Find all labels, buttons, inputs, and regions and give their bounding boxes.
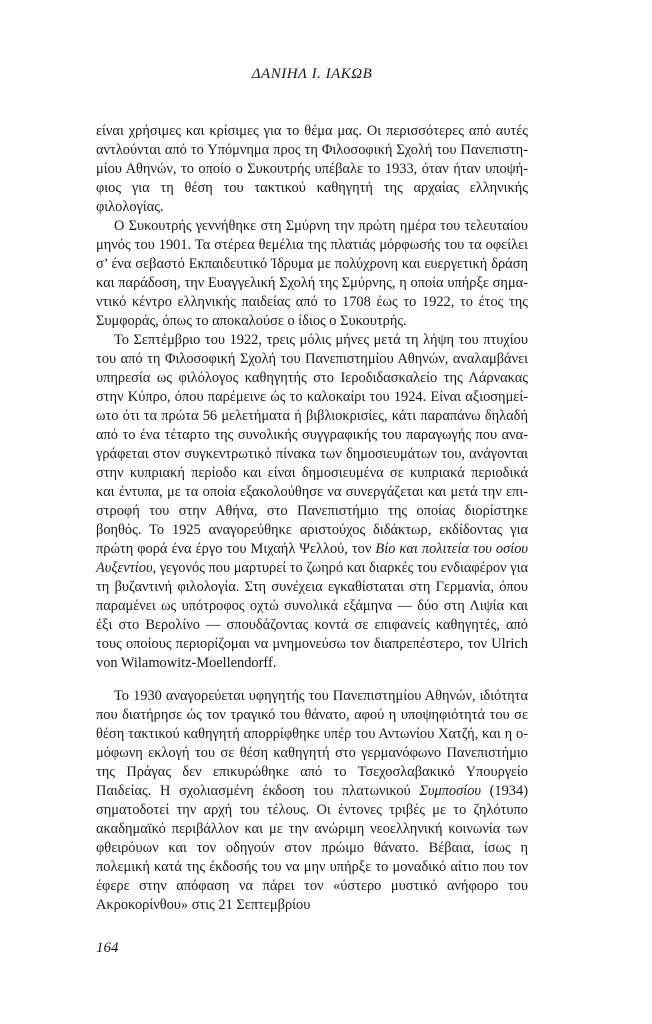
italic-book-title: Συμποσίου bbox=[419, 783, 481, 799]
paragraph-1 bbox=[96, 122, 528, 217]
italic-book-title: Βίο και πολιτεία του οσίου Αυξεντίου, bbox=[96, 541, 528, 576]
paragraph-3 bbox=[96, 331, 528, 673]
paragraph-text: γεγονός που μαρτυρεί το ζωηρό και διαρκές του ενδιαφέρον για τη βυζαντινή φιλολογία. Στη συνέχεια εγκαθίσταται στη Γερμανία, όπου παραμένει ως υπότροφος οχτώ συνολικά εξάμηνα — δύο στη Λιψία και έξι στο Βερολίνο — σπουδάζοντας κοντά σε επιφανείς καθηγητές, από τους οποίους περιορίζομαι να μνημονεύσω τον διαπρεπέστερο, τον Ulrich von Wilamowitz-Moellendorff. bbox=[96, 560, 528, 671]
paragraph-text: (1934) σηματοδοτεί την αρχή του τέλους. Οι έντονες τριβές με το ζηλότυπο ακαδημαϊκό περιβάλλον και με την ανώριμη νεοελληνική κοινωνία των φθειρόυων και τον οδηγούν στον πρώιμο θάνατο. Βέβαια, ίσως η πολεμική κατά της έκδοσής του να μην υπήρξε το μοναδικό αίτιο που τον έφερε στην απόφαση να πάρει τον «ύστερο μυστικό ανήφορο του Ακροκορίνθου» στις 21 Σεπτεμβρίου bbox=[96, 783, 528, 913]
paragraph-2 bbox=[96, 217, 528, 331]
paragraph-text: Το 1930 αναγορεύεται υφηγητής του Πανεπιστημίου Αθηνών, ιδιότητα που διατήρησε ώς τον τραγικό του θάνατο, αφού η υποψηφιότητά του σε θέση τακτικού καθηγητή απορρίφθηκε υπέρ του Αντωνίου Χατζή, και η ομόφωνη εκλογή του σε θέση καθηγητή στο γερμανόφωνο Πανεπιστήμιο της Πράγας δεν επικυρώθηκε από το Τσεχοσλαβακικό Υπουργείο Παιδείας. Η σχολιασμένη έκδοση του πλατωνικού bbox=[96, 688, 528, 799]
paragraph-text: Ο Συκουτρής γεννήθηκε στη Σμύρνη την πρώτη ημέρα του τελευταίου μηνός του 1901. Τα στέρεα θεμέλια της πλατιάς μόρφωσής του τα οφείλει σ’ ένα σεβαστό Εκπαιδευτικό Ίδρυμα με πολύχρονη και ευεργετική δράση και παράδοση, την Ευαγγελική Σχολή της Σμύρνης, η οποία υπήρξε σημαντικό κέντρο ελληνικής παιδείας από το 1708 έως το 1922, το έτος της Συμφοράς, όπως το αποκαλούσε ο ίδιος ο Συκουτρής. bbox=[96, 218, 528, 329]
running-header: ΔΑΝΙΗΛ Ι. ΙΑΚΩΒ bbox=[251, 66, 373, 82]
paragraph-text: είναι χρήσιμες και κρίσιμες για το θέμα μας. Οι περισσότερες από αυτές αντλούνται από το Υπόμνημα προς τη Φιλοσοφική Σχολή του Πανεπιστημίου Αθηνών, το οποίο ο Συκουτρής υπέβαλε το 1933, όταν ήταν υποψήφιος για τη θέση του τακτικού καθηγητή της αρχαίας ελληνικής φιλολογίας. bbox=[96, 123, 528, 215]
body-text bbox=[96, 122, 528, 915]
paragraph-4 bbox=[96, 687, 528, 915]
page-number: 164 bbox=[96, 940, 119, 956]
paragraph-text: Το Σεπτέμβριο του 1922, τρεις μόλις μήνες μετά τη λήψη του πτυχίου του από τη Φιλοσοφική Σχολή του Πανεπιστημίου Αθηνών, αναλαμβάνει υπηρεσία ως φιλόλογος καθηγητής στο Ιεροδιδασκαλείο της Λάρνακας στην Κύπρο, όπου παρέμεινε ώς το καλοκαίρι του 1924. Είναι αξιοσημείωτο ότι τα πρώτα 56 μελετήματα ή βιβλιοκρισίες, κάτι παραπάνω δηλαδή από το ένα τέταρτο της συνολικής συγγραφικής του παραγωγής που αναγράφεται στον συγκεντρωτικό πίνακα των δημοσιευμάτων του, ανάγονται στην κυπριακή περίοδο και είναι δημοσιευμένα σε κυπριακά περιοδικά και έντυπα, με τα οποία εξακολούθησε να συνεργάζεται και μετά την επιστροφή του στην Αθήνα, στο Πανεπιστήμιο της οποίας διορίστηκε βοηθός. Το 1925 αναγορεύθηκε αριστούχος διδάκτωρ, εκδίδοντας για πρώτη φορά ένα έργο του Μιχαήλ Ψελλού, τον bbox=[96, 332, 528, 557]
